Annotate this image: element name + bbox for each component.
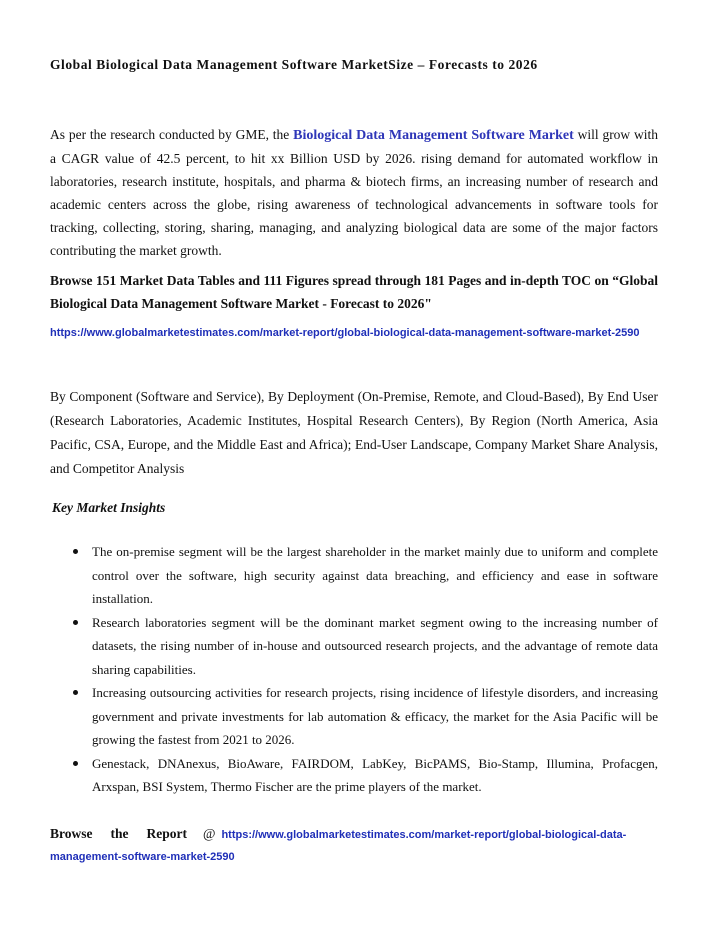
intro-after: will grow with a CAGR value of 42.5 percent, to hit xx Billion USD by 2026. rising demand for automated workflow in laboratories, research institute, hospitals, and pharma & biotech firms, an increasing number of research and academic centers across the globe, rising awareness of technological advancements in software tools for tracking, collecting, storing, sharing, managing, and analyzing biological data are some of the major factors contributing the market growth. (50, 127, 659, 258)
list-item (50, 540, 658, 611)
bullet-icon (73, 620, 78, 625)
bullet-icon (73, 549, 78, 554)
list-item (50, 681, 658, 752)
browse-report-section (50, 823, 662, 868)
report-link-part1[interactable]: https://www.globalmarketestimates.com/market-report/global-biological-data- (221, 829, 627, 841)
report-url-link[interactable]: https://www.globalmarketestimates.com/market-report/global-biological-data-management-software-market-2590 (50, 327, 640, 339)
insight-text: Research laboratories segment will be the dominant market segment owing to the increasing number of datasets, the rising number of in-house and outsourced research projects, and the advantage of remote data sharing capabilities. (92, 614, 658, 677)
insight-text: Increasing outsourcing activities for research projects, rising incidence of lifestyle disorders, and increasing government and private investments for lab automation & efficacy, the market for the Asia Pacific will be growing the fastest from 2021 to 2026. (92, 685, 658, 747)
browse-tables-paragraph: Browse 151 Market Data Tables and 111 Figures spread through 181 Pages and in-depth TOC on “Global Biological Data Management Software Market - Forecast to 2026" (50, 273, 658, 311)
report-word: Report (146, 826, 187, 841)
report-link-part2[interactable]: management-software-market-2590 (50, 851, 235, 863)
list-item (50, 752, 658, 799)
intro-paragraph (50, 123, 658, 262)
insights-list (50, 540, 658, 799)
at-symbol: @ (203, 826, 216, 841)
browse-report-line (50, 823, 662, 846)
bullet-icon (73, 690, 78, 695)
bullet-icon (73, 761, 78, 766)
list-item (50, 611, 658, 682)
key-insights-heading: Key Market Insights (52, 500, 166, 515)
insight-text: Genestack, DNAnexus, BioAware, FAIRDOM, LabKey, BicPAMS, Bio-Stamp, Illumina, Profacgen, Arxspan, BSI System, Thermo Fischer are the prime players of the market. (92, 755, 658, 794)
browse-word: Browse (50, 826, 93, 841)
insight-text: The on-premise segment will be the largest shareholder in the market mainly due to uniform and complete control over the software, high security against data breaching, and efficiency and ease in software installation. (92, 544, 658, 606)
the-word: the (110, 826, 129, 841)
intro-before: As per the research conducted by GME, the (50, 127, 294, 142)
segmentation-paragraph: By Component (Software and Service), By Deployment (On-Premise, Remote, and Cloud-Based), By End User (Research Laboratories, Academic Institutes, Hospital Research Centers), By Region (North America, Asia Pacific, CSA, Europe, and the Middle East and Africa); End-User Landscape, Company Market Share Analysis, and Competitor Analysis (50, 389, 658, 476)
document-title: Global Biological Data Management Software MarketSize – Forecasts to 2026 (50, 57, 538, 72)
market-name-highlight: Biological Data Management Software Market (293, 128, 574, 143)
